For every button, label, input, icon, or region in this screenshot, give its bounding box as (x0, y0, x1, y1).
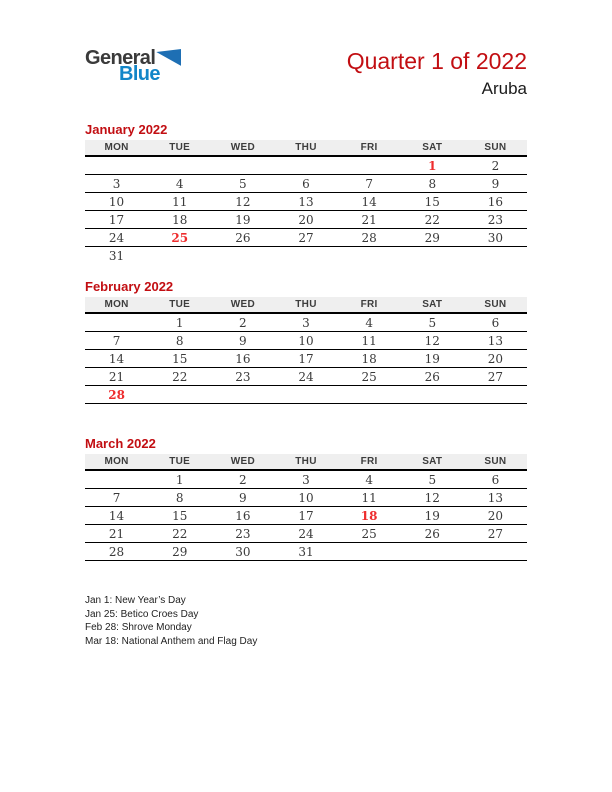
date-cell: 3 (274, 313, 337, 332)
date-cell: 22 (148, 368, 211, 386)
weekday-header-row (85, 454, 527, 470)
date-cell: 19 (401, 507, 464, 525)
date-cell: 11 (338, 489, 401, 507)
date-cell: 2 (464, 156, 527, 175)
page-subtitle: Aruba (481, 79, 527, 98)
date-cell: 12 (401, 332, 464, 350)
date-cell: 22 (401, 211, 464, 229)
week-row (85, 156, 527, 175)
date-cell: 24 (274, 368, 337, 386)
week-row (85, 507, 527, 525)
date-cell: 28 (338, 229, 401, 247)
empty-date-cell (211, 247, 274, 265)
date-cell: 1 (148, 470, 211, 489)
date-cell: 20 (274, 211, 337, 229)
weekday-header-cell: SUN (464, 454, 527, 470)
empty-date-cell (464, 247, 527, 265)
date-cell: 20 (464, 507, 527, 525)
date-cell: 15 (148, 350, 211, 368)
date-cell: 24 (85, 229, 148, 247)
date-cell: 16 (211, 350, 274, 368)
empty-date-cell (464, 561, 527, 579)
date-cell: 14 (85, 350, 148, 368)
empty-date-cell (274, 404, 337, 422)
date-cell: 28 (85, 543, 148, 561)
date-cell: 1 (148, 313, 211, 332)
empty-date-cell (148, 386, 211, 404)
date-cell: 24 (274, 525, 337, 543)
date-cell: 16 (464, 193, 527, 211)
empty-date-cell (274, 386, 337, 404)
empty-date-cell (211, 404, 274, 422)
weekday-header-cell: TUE (148, 140, 211, 156)
months-container (85, 123, 527, 578)
date-cell: 6 (274, 175, 337, 193)
empty-date-cell (274, 156, 337, 175)
date-cell: 23 (464, 211, 527, 229)
date-cell: 7 (338, 175, 401, 193)
weekday-header-cell: TUE (148, 297, 211, 313)
date-cell: 14 (85, 507, 148, 525)
weekday-header-cell: SAT (401, 140, 464, 156)
holiday-date-cell: 25 (148, 229, 211, 247)
weekday-header-row (85, 297, 527, 313)
week-row (85, 211, 527, 229)
date-cell: 5 (211, 175, 274, 193)
date-cell: 11 (148, 193, 211, 211)
date-cell: 17 (274, 507, 337, 525)
month-section (85, 437, 527, 578)
date-cell: 10 (274, 332, 337, 350)
date-cell: 27 (274, 229, 337, 247)
date-cell: 21 (85, 368, 148, 386)
page-title: Quarter 1 of 2022 (346, 48, 527, 74)
logo-word-general: General (85, 47, 156, 69)
date-cell: 6 (464, 313, 527, 332)
date-cell: 23 (211, 525, 274, 543)
week-row (85, 404, 527, 422)
date-cell: 25 (338, 525, 401, 543)
weekday-header-cell: FRI (338, 140, 401, 156)
holiday-note-line: Jan 25: Betico Croes Day (85, 608, 199, 620)
date-cell: 26 (211, 229, 274, 247)
date-cell: 3 (85, 175, 148, 193)
date-cell: 6 (464, 470, 527, 489)
date-cell: 17 (85, 211, 148, 229)
date-cell: 5 (401, 313, 464, 332)
date-cell: 23 (211, 368, 274, 386)
date-cell: 8 (148, 489, 211, 507)
date-cell: 31 (108, 248, 125, 263)
date-cell: 7 (85, 332, 148, 350)
empty-date-cell (464, 404, 527, 422)
date-cell: 29 (401, 229, 464, 247)
date-cell: 16 (211, 507, 274, 525)
empty-date-cell (85, 561, 148, 579)
date-cell: 26 (401, 525, 464, 543)
date-cell: 21 (85, 525, 148, 543)
week-row (85, 332, 527, 350)
empty-date-cell (401, 247, 464, 265)
holiday-notes (85, 594, 527, 648)
month-title: January 2022 (85, 122, 168, 137)
date-cell: 18 (338, 350, 401, 368)
date-cell: 9 (211, 332, 274, 350)
date-cell: 5 (401, 470, 464, 489)
week-row (85, 525, 527, 543)
weekday-header-cell: FRI (338, 454, 401, 470)
empty-date-cell (85, 404, 148, 422)
empty-date-cell (274, 247, 337, 265)
weekday-header-cell: WED (211, 140, 274, 156)
weekday-header-cell: FRI (338, 297, 401, 313)
weekday-header-cell: TUE (148, 454, 211, 470)
empty-date-cell (401, 404, 464, 422)
date-cell: 11 (338, 332, 401, 350)
calendar-table (85, 297, 527, 421)
empty-date-cell (85, 156, 148, 175)
date-cell: 27 (464, 368, 527, 386)
empty-date-cell (464, 543, 527, 561)
empty-date-cell (338, 404, 401, 422)
weekday-header-cell: SAT (401, 297, 464, 313)
week-row (85, 229, 527, 247)
weekday-header-cell: SAT (401, 454, 464, 470)
date-cell: 15 (148, 507, 211, 525)
empty-date-cell (338, 543, 401, 561)
empty-date-cell (211, 156, 274, 175)
empty-date-cell (401, 561, 464, 579)
week-row (85, 470, 527, 489)
date-cell: 22 (148, 525, 211, 543)
date-cell: 14 (338, 193, 401, 211)
title-block (347, 48, 527, 99)
week-row (85, 386, 527, 404)
date-cell: 21 (338, 211, 401, 229)
date-cell: 15 (401, 193, 464, 211)
date-cell: 18 (148, 211, 211, 229)
week-row (85, 313, 527, 332)
date-cell: 12 (401, 489, 464, 507)
month-section (85, 280, 527, 421)
weekday-header-cell: WED (211, 454, 274, 470)
week-row (85, 193, 527, 211)
date-cell: 17 (274, 350, 337, 368)
date-cell: 4 (338, 470, 401, 489)
weekday-header-cell: SUN (464, 140, 527, 156)
month-title: March 2022 (85, 436, 156, 451)
date-cell: 2 (211, 470, 274, 489)
holiday-note-line: Mar 18: National Anthem and Flag Day (85, 635, 258, 647)
empty-date-cell (148, 156, 211, 175)
page-header (85, 48, 527, 123)
holiday-date-cell: 18 (338, 507, 401, 525)
date-cell: 13 (274, 193, 337, 211)
holiday-note-line: Jan 1: New Year’s Day (85, 595, 186, 606)
week-row (85, 489, 527, 507)
weekday-header-cell: THU (274, 140, 337, 156)
empty-date-cell (338, 561, 401, 579)
holiday-note-line: Feb 28: Shrove Monday (85, 622, 192, 633)
month-title: February 2022 (85, 279, 174, 294)
date-cell: 26 (401, 368, 464, 386)
weekday-header-cell: THU (274, 297, 337, 313)
holiday-date-cell: 28 (85, 386, 148, 404)
empty-date-cell (85, 313, 148, 332)
week-row (85, 561, 527, 579)
date-cell: 30 (211, 543, 274, 561)
weekday-header-row (85, 140, 527, 156)
weekday-header-cell: MON (85, 454, 148, 470)
date-cell: 13 (464, 332, 527, 350)
empty-date-cell (148, 247, 211, 265)
empty-date-cell (401, 386, 464, 404)
empty-date-cell (464, 386, 527, 404)
week-row (85, 543, 527, 561)
empty-date-cell (338, 386, 401, 404)
calendar-table (85, 454, 527, 578)
date-cell: 9 (211, 489, 274, 507)
date-cell: 8 (401, 175, 464, 193)
week-row (85, 175, 527, 193)
date-cell: 12 (211, 193, 274, 211)
week-row (85, 350, 527, 368)
month-section (85, 123, 527, 264)
date-cell: 19 (401, 350, 464, 368)
weekday-header-cell: THU (274, 454, 337, 470)
date-cell: 31 (274, 543, 337, 561)
empty-date-cell (85, 470, 148, 489)
date-cell: 4 (338, 313, 401, 332)
date-cell: 8 (148, 332, 211, 350)
date-cell: 30 (464, 229, 527, 247)
empty-date-cell (274, 561, 337, 579)
date-cell: 20 (464, 350, 527, 368)
empty-date-cell (211, 386, 274, 404)
date-cell: 27 (464, 525, 527, 543)
weekday-header-cell: MON (85, 140, 148, 156)
week-row (85, 247, 527, 265)
week-row (85, 368, 527, 386)
holiday-date-cell: 1 (401, 156, 464, 175)
weekday-header-cell: WED (211, 297, 274, 313)
date-cell: 4 (148, 175, 211, 193)
date-cell: 2 (211, 313, 274, 332)
date-cell: 7 (85, 489, 148, 507)
logo-word-blue: Blue (119, 63, 160, 85)
date-cell: 10 (85, 193, 148, 211)
empty-date-cell (401, 543, 464, 561)
date-cell: 19 (211, 211, 274, 229)
weekday-header-cell: SUN (464, 297, 527, 313)
empty-date-cell (338, 156, 401, 175)
date-cell: 29 (148, 543, 211, 561)
empty-date-cell (148, 404, 211, 422)
calendar-table (85, 140, 527, 264)
date-cell: 25 (338, 368, 401, 386)
date-cell: 13 (464, 489, 527, 507)
empty-date-cell (148, 561, 211, 579)
weekday-header-cell: MON (85, 297, 148, 313)
date-cell: 9 (464, 175, 527, 193)
date-cell: 10 (274, 489, 337, 507)
empty-date-cell (338, 247, 401, 265)
general-blue-logo (85, 48, 181, 84)
date-cell: 3 (274, 470, 337, 489)
empty-date-cell (211, 561, 274, 579)
